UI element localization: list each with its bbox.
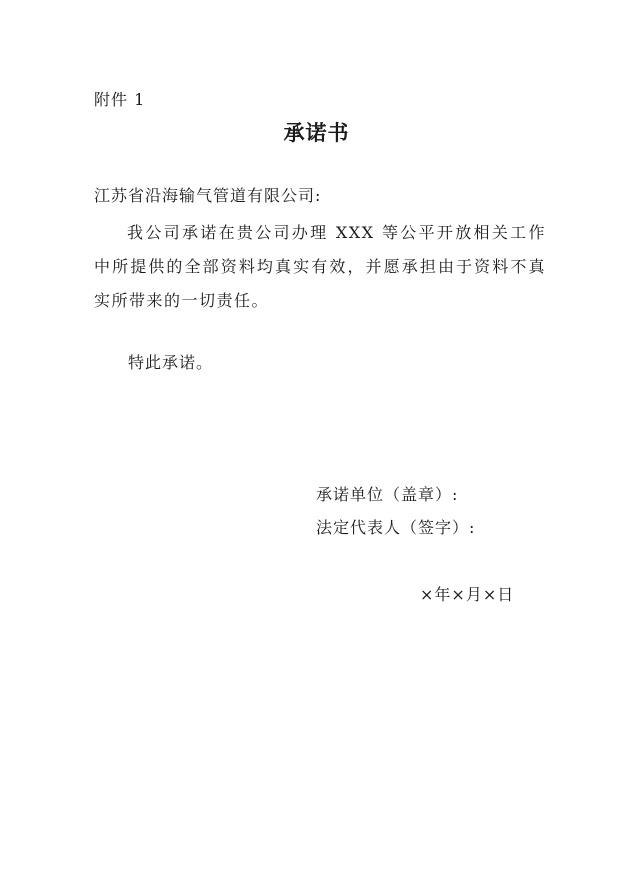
- signature-unit-line: 承诺单位（盖章）:: [316, 485, 459, 504]
- document-title: 承诺书: [283, 121, 350, 145]
- commitment-body: 我公司承诺在贵公司办理 XXX 等公平开放相关工作中所提供的全部资料均真实有效，并愿承担由于资料不真实所带来的一切责任。: [94, 223, 546, 310]
- signature-representative-line: 法定代表人（签字）:: [316, 518, 476, 537]
- date-line: ×年×月×日: [420, 585, 515, 604]
- closing-remark: 特此承诺。: [128, 353, 214, 372]
- attachment-label: 附件 1: [94, 90, 146, 109]
- salutation: 江苏省沿海输气管道有限公司:: [94, 186, 322, 205]
